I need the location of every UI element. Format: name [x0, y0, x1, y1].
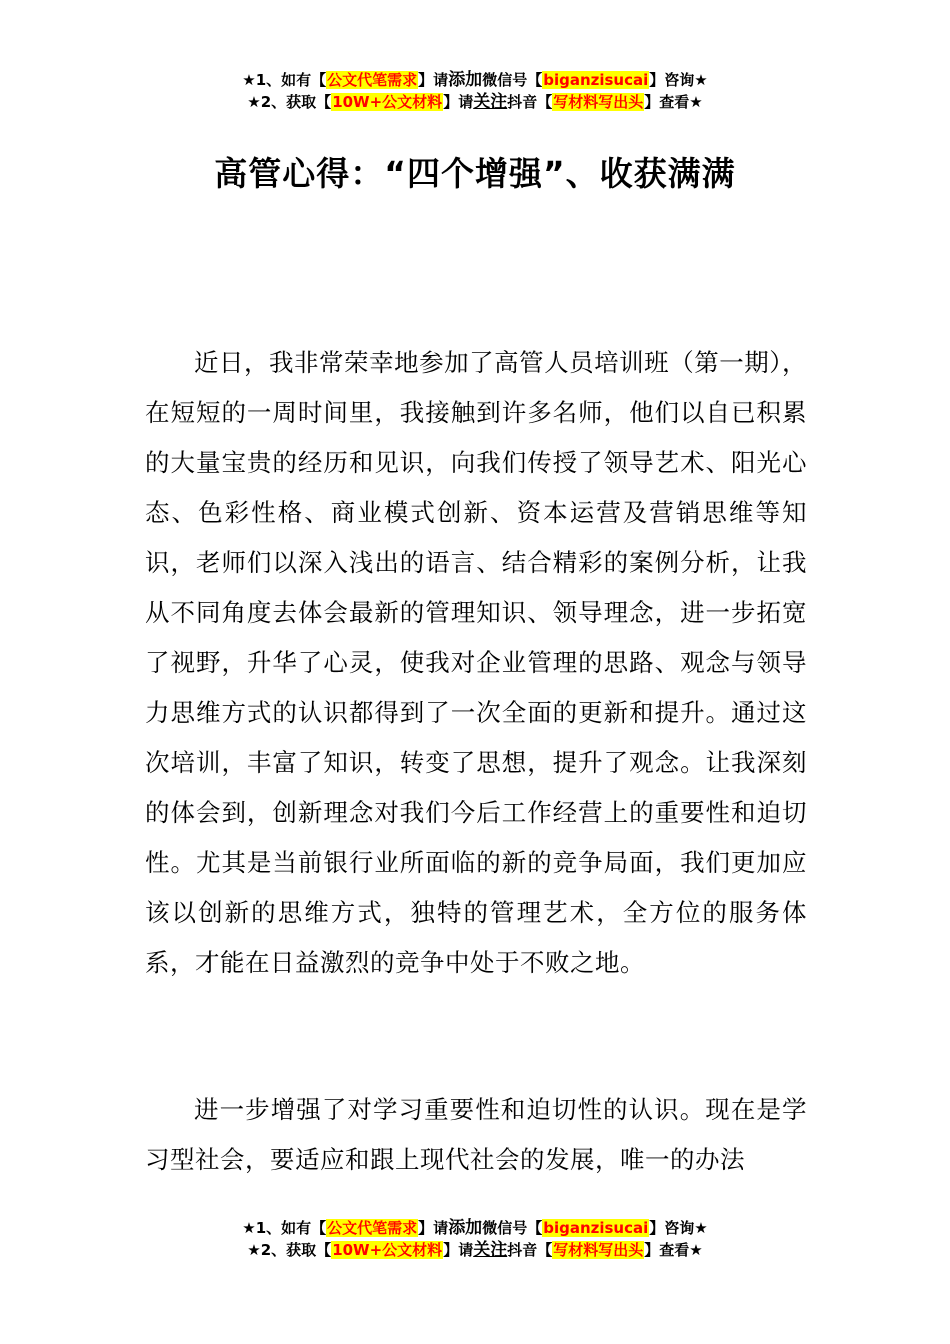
- footer-notice: [0, 1217, 950, 1261]
- notice-text: 微信号【: [482, 1219, 543, 1237]
- notice-highlight: 10W+公文材料: [332, 93, 443, 111]
- notice-emphasis: 添加: [448, 1218, 483, 1238]
- notice-text: ★1、如有【: [242, 1219, 327, 1237]
- notice-highlight: 10W+公文材料: [332, 1241, 443, 1259]
- notice-line-1: [0, 69, 950, 91]
- notice-text: 】请: [443, 93, 474, 111]
- notice-highlight: 写材料写出头: [553, 93, 644, 111]
- notice-text: 】查看★: [644, 1241, 703, 1259]
- notice-emphasis: 关注: [473, 92, 508, 112]
- notice-emphasis: 添加: [448, 70, 483, 90]
- notice-text: 】咨询★: [649, 71, 708, 89]
- notice-highlight: 公文代笔需求: [327, 1219, 418, 1237]
- header-notice: [0, 69, 950, 113]
- notice-line-2: [0, 91, 950, 113]
- paragraph-1: [145, 338, 807, 988]
- notice-text: ★2、获取【: [247, 93, 332, 111]
- notice-text: 】查看★: [644, 93, 703, 111]
- notice-text: ★1、如有【: [242, 71, 327, 89]
- notice-text: 微信号【: [482, 71, 543, 89]
- notice-highlight: 写材料写出头: [553, 1241, 644, 1259]
- notice-text: 】请: [443, 1241, 474, 1259]
- notice-text: 】请: [418, 71, 449, 89]
- paragraph-text: 近日，我非常荣幸地参加了高管人员培训班（第一期），在短短的一周时间里，我接触到许多名师，他们以自已积累的大量宝贵的经历和见识，向我们传授了领导艺术、阳光心态、色彩性格、商业模式创新、资本运营及营销思维等知识，老师们以深入浅出的语言、结合精彩的案例分析，让我从不同角度去体会最新的管理知识、领导理念，进一步拓宽了视野，升华了心灵，使我对企业管理的思路、观念与领导力思维方式的认识都得到了一次全面的更新和提升。通过这次培训，丰富了知识，转变了思想，提升了观念。让我深刻的体会到，创新理念对我们今后工作经营上的重要性和迫切性。尤其是当前银行业所面临的新的竞争局面，我们更加应该以创新的思维方式，独特的管理艺术，全方位的服务体系，才能在日益激烈的竞争中处于不败之地。: [145, 348, 807, 977]
- notice-emphasis: 关注: [473, 1240, 508, 1260]
- notice-line-1: [0, 1217, 950, 1239]
- paragraph-text: 进一步增强了对学习重要性和迫切性的认识。现在是学习型社会，要适应和跟上现代社会的发展，唯一的办法: [145, 1095, 807, 1174]
- notice-text: 】请: [418, 1219, 449, 1237]
- notice-text: 抖音【: [507, 1241, 553, 1259]
- notice-highlight: 公文代笔需求: [327, 71, 418, 89]
- notice-text: 】咨询★: [649, 1219, 708, 1237]
- notice-text: 抖音【: [507, 93, 553, 111]
- notice-text: ★2、获取【: [247, 1241, 332, 1259]
- notice-line-2: [0, 1239, 950, 1261]
- notice-highlight: biganzisucai: [543, 1219, 649, 1237]
- paragraph-2: [145, 1085, 807, 1185]
- document-title: 高管心得：“四个增强”、收获满满: [214, 154, 736, 193]
- notice-highlight: biganzisucai: [543, 71, 649, 89]
